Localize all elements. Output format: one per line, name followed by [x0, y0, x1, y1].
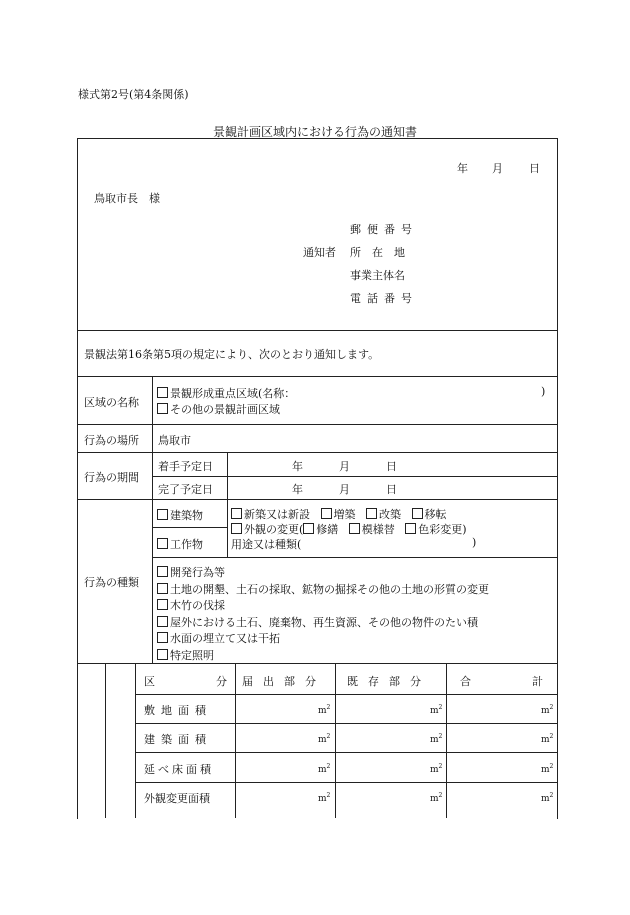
exterior-checkbox[interactable]	[231, 523, 242, 534]
dev2-text: 土地の開墾、土石の採取、鉱物の掘採その他の土地の形質の変更	[170, 582, 489, 596]
key-area-checkbox[interactable]	[157, 387, 168, 398]
dev6-text: 特定照明	[170, 648, 214, 662]
start-month: 月	[339, 460, 350, 473]
new-checkbox[interactable]	[231, 508, 242, 519]
phone-label: 電話番号	[350, 292, 418, 305]
date-month: 月	[492, 162, 503, 175]
period-label: 行為の期間	[84, 471, 139, 484]
exterior-change-row	[231, 521, 467, 537]
structure-option[interactable]	[157, 536, 203, 552]
unit-notified-row-2: $m^2$	[318, 733, 331, 745]
type-label: 行為の種類	[84, 576, 139, 589]
end-date-label: 完了予定日	[158, 483, 213, 496]
date-year: 年	[457, 162, 468, 175]
document-title: 景観計画区域内における行為の通知書	[212, 125, 417, 139]
construction-type-row	[231, 506, 447, 522]
area-name-label: 区域の名称	[84, 396, 139, 409]
remodel-text: 模様替	[361, 523, 395, 536]
dev-option-1[interactable]	[157, 565, 489, 582]
relocate-checkbox[interactable]	[412, 508, 423, 519]
key-area-option[interactable]	[157, 385, 295, 401]
development-options	[157, 565, 489, 665]
dev3-checkbox[interactable]	[157, 599, 168, 610]
place-value: 鳥取市	[158, 434, 191, 447]
unit-total-row-1: $m^2$	[541, 704, 554, 716]
structure-checkbox[interactable]	[157, 538, 168, 549]
relocate-text: 移転	[424, 508, 447, 521]
addressee: 鳥取市長 様	[94, 192, 160, 205]
dev2-checkbox[interactable]	[157, 583, 168, 594]
unit-notified-row-3: $m^2$	[318, 763, 331, 775]
unit-existing-row-3: $m^2$	[430, 763, 443, 775]
end-day: 日	[386, 483, 397, 496]
dev-option-3[interactable]	[157, 598, 489, 615]
exterior-text: 外観の変更(	[244, 523, 304, 536]
dev-option-2[interactable]	[157, 582, 489, 599]
start-day: 日	[386, 460, 397, 473]
unit-notified-row-4: $m^2$	[318, 792, 331, 804]
row-exterior-area: 外観変更面積	[144, 792, 210, 805]
unit-existing-row-1: $m^2$	[430, 704, 443, 716]
header-total-2: 計	[532, 675, 543, 688]
header-notified: 届出部分	[242, 675, 326, 688]
other-area-checkbox[interactable]	[157, 403, 168, 414]
row-floor-area: 延べ床面積	[144, 763, 214, 776]
start-year: 年	[292, 460, 303, 473]
unit-total-row-2: $m^2$	[541, 733, 554, 745]
entity-name-label: 事業主体名	[350, 269, 405, 282]
structure-text: 工作物	[170, 538, 203, 551]
extension-checkbox[interactable]	[321, 508, 332, 519]
dev1-checkbox[interactable]	[157, 566, 168, 577]
rebuild-checkbox[interactable]	[366, 508, 377, 519]
new-text: 新築又は新設	[244, 508, 310, 521]
header-kubun-2: 分	[216, 675, 227, 688]
building-text: 建築物	[170, 509, 203, 522]
building-option[interactable]	[157, 507, 203, 523]
dev3-text: 木竹の伐採	[170, 599, 225, 613]
row-site-area: 敷地面積	[144, 704, 212, 717]
place-label: 行為の場所	[84, 434, 139, 447]
dev-option-5[interactable]	[157, 631, 489, 648]
remodel-checkbox[interactable]	[349, 523, 360, 534]
end-year: 年	[292, 483, 303, 496]
dev-option-4[interactable]	[157, 615, 489, 632]
header-total-1: 合	[460, 675, 471, 688]
unit-notified-row-1: $m^2$	[318, 704, 331, 716]
use-close: )	[472, 536, 477, 549]
key-area-close: )	[541, 385, 546, 398]
dev1-text: 開発行為等	[170, 566, 225, 579]
row-building-area: 建築面積	[144, 733, 212, 746]
other-area-text: その他の景観計画区域	[170, 403, 280, 416]
building-checkbox[interactable]	[157, 509, 168, 520]
color-checkbox[interactable]	[405, 523, 416, 534]
header-existing: 既存部分	[347, 675, 431, 688]
use-label: 用途又は種類(	[231, 538, 302, 551]
unit-existing-row-4: $m^2$	[430, 792, 443, 804]
date-day: 日	[529, 162, 540, 175]
repair-checkbox[interactable]	[303, 523, 314, 534]
unit-total-row-4: $m^2$	[541, 792, 554, 804]
header-kubun-1: 区	[144, 675, 155, 688]
color-text: 色彩変更)	[418, 523, 467, 536]
extension-text: 増築	[333, 508, 356, 521]
end-month: 月	[339, 483, 350, 496]
dev4-checkbox[interactable]	[157, 616, 168, 627]
dev6-checkbox[interactable]	[157, 649, 168, 660]
postal-code-label: 郵便番号	[350, 223, 418, 236]
start-date-label: 着手予定日	[158, 460, 213, 473]
key-area-text: 景観形成重点区域(名称：	[170, 387, 296, 400]
dev5-text: 水面の埋立て又は干拓	[170, 632, 280, 646]
unit-existing-row-2: $m^2$	[430, 733, 443, 745]
dev4-text: 屋外における土石、廃棄物、再生資源、その他の物件のたい積	[170, 615, 478, 629]
notifier-label: 通知者	[303, 246, 336, 259]
other-area-option[interactable]	[157, 401, 280, 417]
form-number: 様式第2号(第4条関係)	[78, 88, 189, 101]
repair-text: 修繕	[316, 523, 339, 536]
statement: 景観法第16条第5項の規定により、次のとおり通知します。	[84, 348, 380, 361]
rebuild-text: 改築	[379, 508, 401, 521]
dev5-checkbox[interactable]	[157, 632, 168, 643]
address-label: 所 在 地	[350, 246, 405, 259]
unit-total-row-3: $m^2$	[541, 763, 554, 775]
